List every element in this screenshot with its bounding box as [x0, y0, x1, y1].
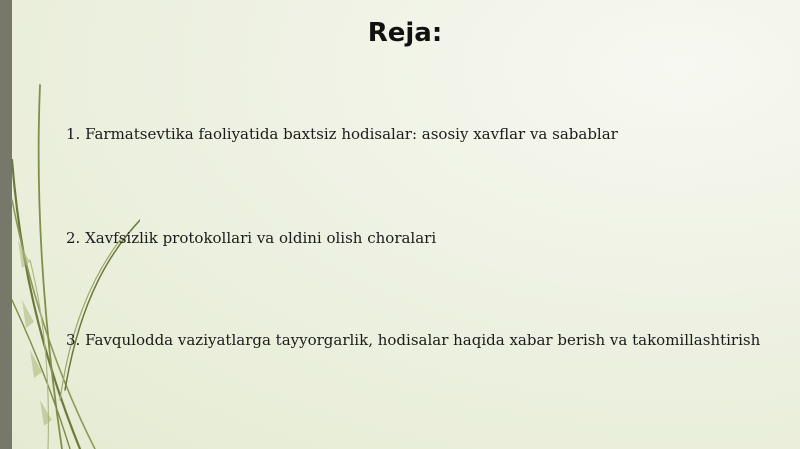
agenda-item-3: 3. Favqulodda vaziyatlarga tayyorgarlik, hodisalar haqida xabar berish va takomillashtirish: [66, 331, 761, 349]
agenda-item-1: 1. Farmatsevtika faoliyatida baxtsiz hodisalar: asosiy xavflar va sabablar: [66, 125, 618, 143]
grass-stems-decoration: [0, 0, 140, 449]
slide-title: Reja:: [367, 18, 443, 48]
agenda-item-2: 2. Xavfsizlik protokollari va oldini olish choralari: [66, 229, 437, 247]
